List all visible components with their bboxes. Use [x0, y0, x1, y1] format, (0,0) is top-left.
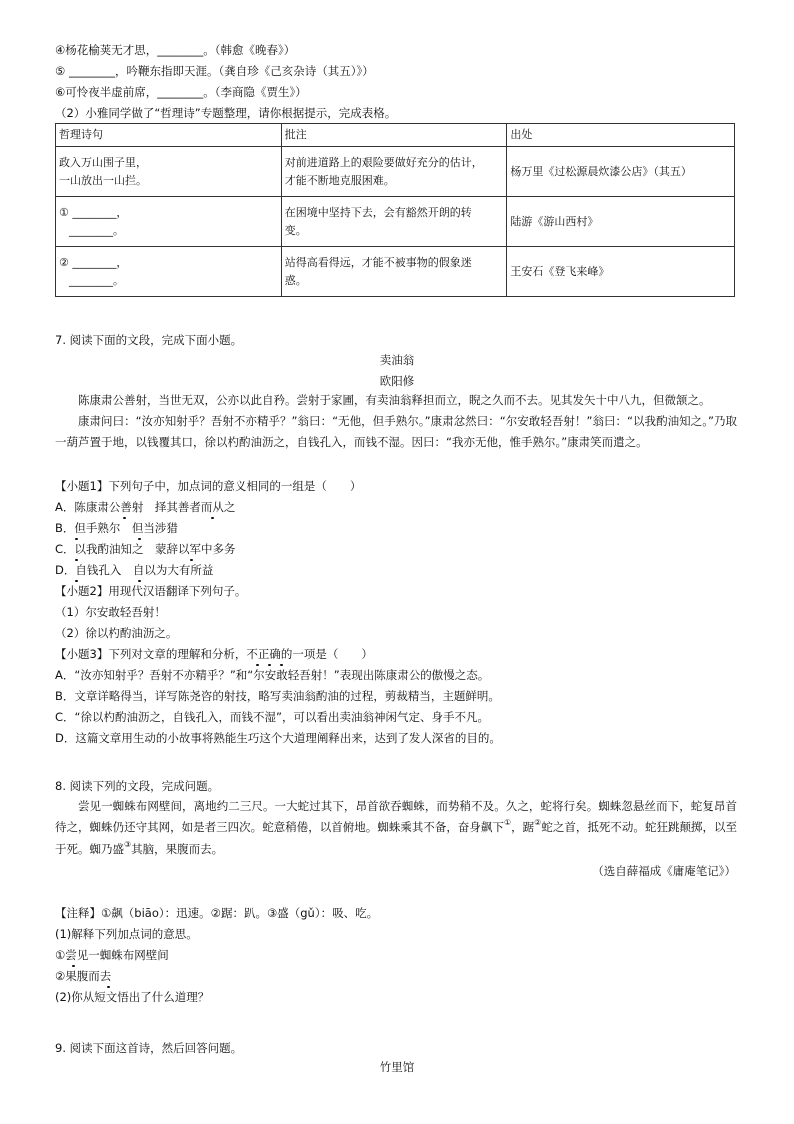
table-instruction: （2）小雅同学做了“哲理诗”专题整理，请你根据提示，完成表格。 [55, 106, 397, 120]
option-c: C．以我酌油知之 蒙辞以军中多务 [55, 542, 236, 556]
question-8-intro: 8. 阅读下列的文段，完成问题。 [55, 779, 220, 793]
question-7-intro: 7. 阅读下面的文段，完成下面小题。 [55, 333, 243, 347]
emphasis-dot [212, 514, 213, 515]
poem-line: 政入万山围子里， [59, 155, 147, 169]
emphasis-dot [108, 983, 109, 984]
source-cell: 陆游《游山西村》 [507, 197, 735, 247]
option-c: C．“徐以杓酌油沥之，自钱孔入，而钱不湿”，可以看出卖油翁神闲气定、身手不凡。 [55, 710, 489, 724]
annotation-line: 变。 [284, 223, 307, 237]
philosophy-poem-table [55, 123, 735, 297]
annotation-line: 对前进道路上的艰险要做好充分的估计， [284, 155, 483, 169]
table-header-row [56, 124, 735, 147]
note-marker: ② [534, 818, 542, 827]
explain-item-1: ①尝见一蜘蛛布网壁间 [55, 948, 169, 962]
blank-line: ① ________， [59, 205, 128, 219]
option-a: A．“汝亦知射乎？吾射不亦精乎？”和“尔安敢轻吾射！”表现出陈康肃公的傲慢之态。 [55, 668, 490, 682]
option-b: B．但手熟尔 但当涉猎 [55, 521, 178, 535]
annotation-note: 【注释】①飙（biāo）：迅速。②踞：趴。③盛（gǔ）：吸、吃。 [55, 906, 379, 920]
annotation-line: 惑。 [284, 273, 307, 287]
emphasis-dot [281, 661, 282, 662]
emphasis-dot [124, 514, 125, 515]
translate-item-2: （2）徐以杓酌油沥之。 [55, 626, 178, 640]
translate-item-1: （1）尔安敢轻吾射！ [55, 605, 166, 619]
passage-source: （选自薛福成《庸庵笔记》） [592, 864, 736, 878]
fill-line-6: ⑥可怜夜半虚前席，________。（李商隐《贾生》） [55, 85, 307, 99]
note-marker: ① [503, 818, 512, 827]
blank-line: ________。 [69, 273, 124, 287]
header-cell: 出处 [507, 124, 735, 147]
emphasis-dot [257, 661, 258, 662]
emphasis-dot [191, 556, 192, 557]
option-a: A．陈康肃公善射 择其善者而从之 [55, 500, 236, 514]
table-row [56, 147, 735, 197]
passage-author: 欧阳修 [379, 374, 415, 388]
table-row [56, 247, 735, 297]
passage-paragraph-2: 康肃问曰：“汝亦知射乎？吾射不亦精乎？”翁曰：“无他，但手熟尔。”康肃忿然曰：“尔安敢轻吾射！”翁曰：“以我酌油知之。”乃取一葫芦置于地，以钱覆其口，徐以杓酌油沥之，自钱孔入，而钱不湿。因曰：“我亦无他，惟手熟尔。”康肃笑而遣之。 [55, 414, 737, 449]
option-b: B．文章详略得当，详写陈尧咨的射技，略写卖油翁酌油的过程，剪裁精当，主题鲜明。 [55, 689, 500, 703]
poem-line: 一山放出一山拦。 [59, 173, 147, 187]
explain-item-2: ②果腹而去 [55, 969, 112, 983]
annotation-line: 在困境中坚持下去，会有豁然开朗的转 [284, 205, 472, 219]
subquestion-1: (1)解释下列加点词的意思。 [55, 927, 198, 941]
fill-line-5: ⑤ ________，吟鞭东指即天涯。（龚自珍《己亥杂诗（其五）》） [55, 64, 374, 78]
header-cell: 哲理诗句 [56, 124, 282, 147]
annotation-line: 站得高看得远，才能不被事物的假象迷 [284, 255, 472, 269]
emphasis-dot [139, 535, 140, 536]
annotation-line: 才能不断地克服困难。 [284, 173, 395, 187]
emphasis-dot [139, 577, 140, 578]
emphasis-dot [76, 577, 77, 578]
source-cell: 杨万里《过松源晨炊漆公店》（其五） [507, 147, 735, 197]
option-d: D．自钱孔入 自以为大有所益 [55, 563, 214, 577]
header-cell: 批注 [281, 124, 507, 147]
passage-title: 卖油翁 [379, 353, 415, 367]
subquestion-1: 【小题1】下列句子中，加点词的意义相同的一组是（ ） [55, 479, 362, 493]
emphasis-dot [76, 535, 77, 536]
source-cell: 王安石《登飞来峰》 [507, 247, 735, 297]
emphasis-dot [73, 962, 74, 963]
note-marker: ③ [124, 840, 132, 849]
passage-paragraph-1: 陈康肃公善射，当世无双，公亦以此自矜。尝射于家圃，有卖油翁释担而立，睨之久而不去。见其发矢十中八九，但微颔之。 [78, 393, 711, 407]
question-9-intro: 9. 阅读下面这首诗，然后回答问题。 [55, 1041, 243, 1055]
fill-line-4: ④杨花榆荚无才思，________。（韩愈《晚春》） [55, 43, 296, 57]
subquestion-3: 【小题3】下列对文章的理解和分析，不正确的一项是（ ） [55, 647, 373, 661]
poem-title: 竹里馆 [379, 1060, 415, 1074]
table-row [56, 197, 735, 247]
passage-paragraph: 尝见一蜘蛛布网壁间，离地约二三尺。一大蛇过其下，昂首欲吞蜘蛛，而势稍不及。久之，蛇将行矣。蜘蛛忽悬丝而下，蛇复昂首待之，蜘蛛仍还守其网，如是者三四次。蛇意稍倦，以首俯地。蜘蛛乘其不备，奋身飙下①，踞②蛇之首，抵死不动。蛇狂跳颠掷，以至于死。蜘乃盛③其脑，果腹而去。 [55, 799, 738, 856]
subquestion-2: 【小题2】用现代汉语翻译下列句子。 [55, 584, 247, 598]
blank-line: ② ________， [59, 255, 128, 269]
emphasis-dot [76, 556, 77, 557]
emphasis-dot [269, 661, 270, 662]
option-d: D．这篇文章用生动的小故事将熟能生巧这个大道理阐释出来，达到了发人深省的目的。 [55, 731, 501, 745]
subquestion-2: (2)你从短文悟出了什么道理？ [55, 990, 210, 1004]
blank-line: ________。 [69, 223, 124, 237]
